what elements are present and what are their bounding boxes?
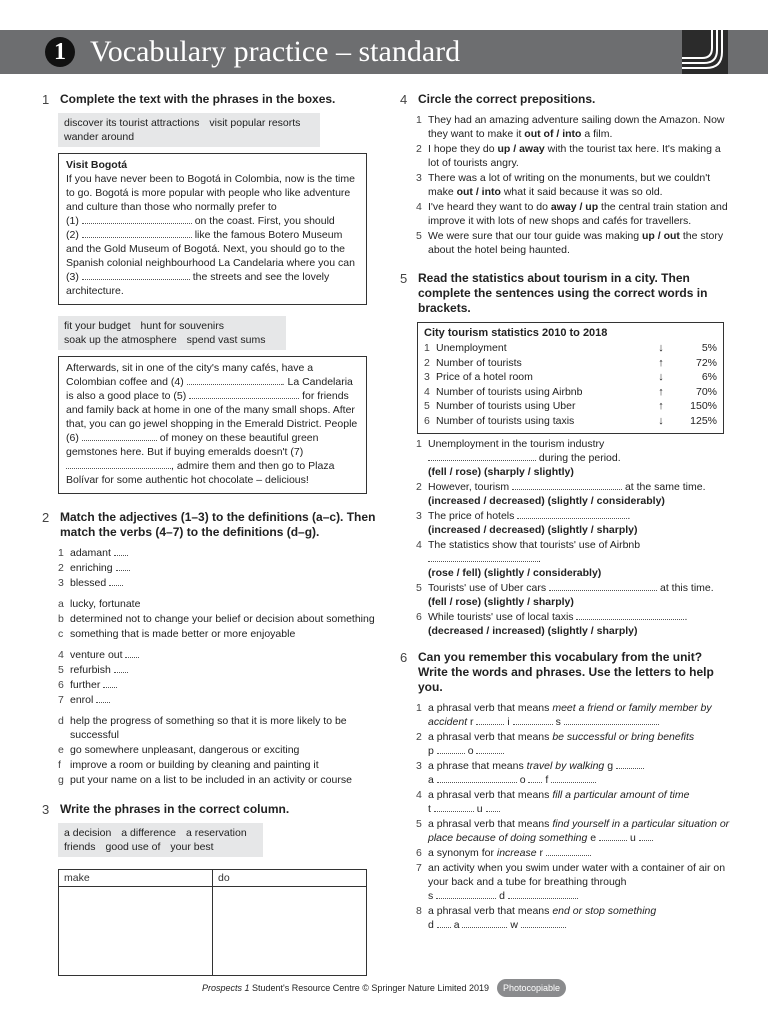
- arrow-down-icon: ↓: [658, 342, 664, 354]
- exercise-3-title: 3 Write the phrases in the correct column.: [42, 802, 290, 817]
- copyright-text: Prospects 1 Student's Resource Centre © Springer Nature Limited 2019: [201, 983, 489, 993]
- do-cell[interactable]: [213, 887, 367, 976]
- list-item: 5 Tourists' use of Uber cars at this time. (fell / rose) (slightly / sharply): [416, 582, 714, 608]
- phrase-box-1: discover its tourist attractions visit popular resorts wander around: [58, 113, 320, 147]
- phrase-box-3: a decision a difference a reservation friends good use of your best: [58, 823, 263, 857]
- list-item: 2 However, tourism at the same time. (increased / decreased) (slightly / considerably): [416, 481, 706, 507]
- list-item: 6 While tourists' use of local taxis . (decreased / increased) (slightly / sharply): [416, 611, 688, 637]
- list-item: 5 a phrasal verb that means find yourself in a particular situation or place because of doing something e u: [416, 818, 730, 844]
- list-item: 1 They had an amazing adventure sailing down the Amazon. Now they want to make it out of / into a film.: [416, 114, 725, 140]
- make-do-table: [58, 869, 367, 976]
- arrow-down-icon: ↓: [658, 371, 664, 383]
- list-item: 7 an activity when you swim under water with a container of air on your back and a tube for breathing through s d: [416, 862, 726, 902]
- gap-1[interactable]: [82, 214, 192, 224]
- list-item: 4 a phrasal verb that means fill a particular amount of time t u: [416, 789, 690, 815]
- stats-title: City tourism statistics 2010 to 2018: [424, 327, 608, 339]
- exercise-5-title: 5 Read the statistics about tourism in a city. Then complete the sentences using the correct words in brackets.: [400, 271, 708, 315]
- list-item: 5 We were sure that our tour guide was making up / out the story about the hotel being haunted.: [416, 230, 724, 256]
- list-item: 1 Unemployment in the tourism industry during the period. (fell / rose) (sharply / slightly): [416, 438, 621, 478]
- gap-2[interactable]: [82, 228, 192, 238]
- arrow-down-icon: ↓: [658, 414, 664, 427]
- list-item: 3 The price of hotels . (increased / decreased) (slightly / sharply): [416, 510, 638, 536]
- exercise-2-list: [58, 546, 377, 787]
- list-item: 3 There was a lot of writing on the monuments, but we couldn't make out / into what it said because it was so old.: [416, 172, 711, 198]
- list-item: 2 I hope they do up / away with the tourist tax here. It's making a lot of tourists angry.: [416, 143, 721, 169]
- list-item: g put your name on a list to be included in an activity or course: [58, 774, 352, 786]
- phrase-box-2: fit your budget hunt for souvenirs soak up the atmosphere spend vast sums: [58, 316, 286, 350]
- list-item: a lucky, fortunate: [58, 598, 141, 610]
- list-item: 3 a phrase that means travel by walking g a o f: [416, 759, 730, 787]
- corner-decoration: [682, 30, 728, 74]
- list-item: 8 a phrasal verb that means end or stop something d a w: [416, 905, 657, 931]
- stats-row: 2 Number of tourists ↑ 72%: [424, 356, 717, 369]
- list-item: b determined not to change your belief or decision about something: [58, 613, 375, 625]
- page-title: Vocabulary practice – standard: [90, 35, 461, 68]
- list-item: 1 adamant: [58, 546, 377, 560]
- stats-row: 4 Number of tourists using Airbnb ↑ 70%: [424, 385, 717, 398]
- list-item: 5 refurbish: [58, 663, 377, 677]
- right-column: [400, 92, 730, 933]
- exercise-6-list: [416, 701, 730, 932]
- list-item: 2 enriching: [58, 561, 377, 575]
- list-item: 4 The statistics show that tourists' use of Airbnb . (rose / fell) (slightly / considerably): [416, 539, 641, 579]
- gap-4[interactable]: [187, 375, 282, 385]
- list-item: 1 a phrasal verb that means meet a friend or family member by accident r i s: [416, 702, 712, 728]
- stats-row: 3 Price of a hotel room ↓ 6%: [424, 371, 717, 383]
- left-column: [42, 92, 377, 976]
- list-item: 2 a phrasal verb that means be successful or bring benefits p o: [416, 731, 695, 757]
- exercise-4-title: 4 Circle the correct prepositions.: [400, 92, 596, 107]
- text-box-visit-bogota: Visit Bogotá If you have never been to Bogotá in Colombia, now is the time to go. Bogotá is more popular with people who like adventure and culture than those who normally prefer to (1) on the coast. First, you should (2) like the famous Botero Museum and the Gold Museum of Bogotá. Next, you should go to the Spanish colonial neighbourhood La Candelaria where you can (3) the streets and see the lovely architecture.: [58, 153, 367, 305]
- gap-6[interactable]: [82, 431, 157, 441]
- exercise-2-title: 2 Match the adjectives (1–3) to the definitions (a–c). Then match the verbs (4–7) to the definitions (d–g).: [42, 510, 376, 539]
- footer: [0, 979, 768, 997]
- photocopiable-badge: Photocopiable: [497, 979, 566, 997]
- gap-7[interactable]: [66, 459, 171, 469]
- list-item: 4 I've heard they want to do away / up the central train station and improve it with lots of new shops and cafés for travellers.: [416, 201, 728, 227]
- exercise-6-title: 6 Can you remember this vocabulary from the unit? Write the words and phrases. Use the letters to help you.: [400, 650, 714, 694]
- stats-box: [417, 322, 724, 434]
- gap-5[interactable]: [189, 389, 299, 399]
- list-item: 4 venture out: [58, 648, 377, 662]
- unit-number-badge: 1: [45, 37, 75, 67]
- make-cell[interactable]: [59, 887, 213, 976]
- exercise-4-list: [416, 113, 730, 257]
- arrow-up-icon: ↑: [658, 356, 664, 369]
- list-item: 7 enrol: [58, 693, 377, 707]
- arrow-up-icon: ↑: [658, 400, 664, 412]
- list-item: f improve a room or building by cleaning and painting it: [58, 759, 319, 771]
- list-item: 6 further: [58, 678, 377, 692]
- arrow-up-icon: ↑: [658, 385, 664, 398]
- column-do: do: [213, 870, 367, 887]
- list-item: c something that is made better or more enjoyable: [58, 628, 296, 640]
- exercise-1-title: 1 Complete the text with the phrases in the boxes.: [42, 92, 336, 107]
- list-item: 3 blessed: [58, 576, 377, 590]
- stats-row: 1 Unemployment ↓ 5%: [424, 342, 717, 354]
- stats-row: 5 Number of tourists using Uber ↑ 150%: [424, 400, 717, 412]
- list-item: d help the progress of something so that it is more likely to be successful: [58, 715, 347, 741]
- list-item: 6 a synonym for increase r: [416, 846, 730, 860]
- gap-3[interactable]: [82, 270, 190, 280]
- list-item: e go somewhere unpleasant, dangerous or exciting: [58, 744, 300, 756]
- text-box-afterwards: Afterwards, sit in one of the city's many cafés, have a Colombian coffee and (4) . La Candelaria is also a good place to (5) for friends and family back at home in one of the many small shops. After that, you can go jewel shopping in the Emerald District. People (6) of money on these beautiful green gemstones here. But if buying emeralds doesn't (7) , admire them and then go to Plaza Bolívar for some authentic hot chocolate – delicious!: [58, 356, 367, 494]
- stats-row: 6 Number of tourists using taxis ↓ 125%: [424, 414, 717, 427]
- text-title: Visit Bogotá: [66, 159, 128, 171]
- exercise-5-list: [416, 437, 730, 638]
- column-make: make: [59, 870, 213, 887]
